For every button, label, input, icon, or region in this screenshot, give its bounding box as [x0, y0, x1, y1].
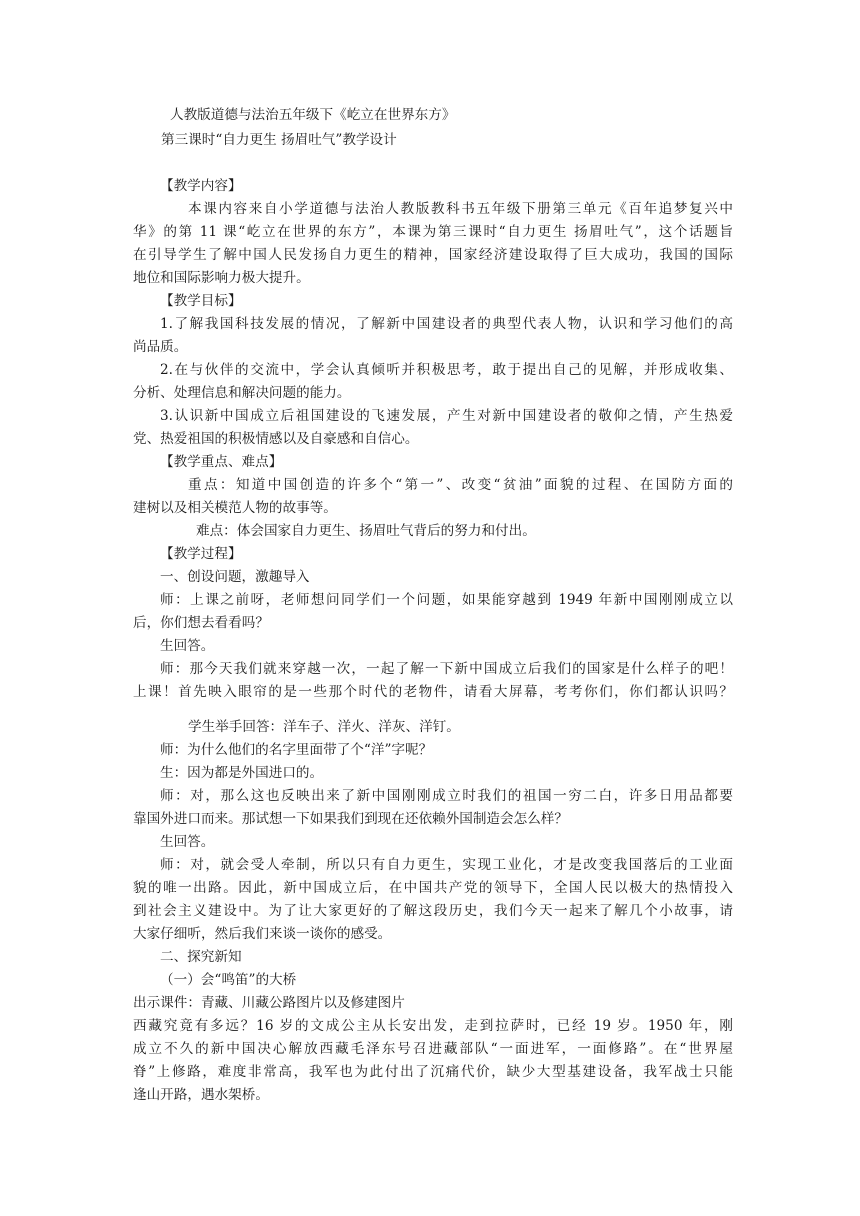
paragraph-line: 出示课件：青藏、川藏公路图片以及修建图片 [133, 995, 405, 1011]
paragraph-line: 党、热爱祖国的积极情感以及自豪感和自信心。 [133, 431, 419, 447]
paragraph-line: 后，你们想去看看吗？ [133, 615, 269, 631]
paragraph-line: 成立不久的新中国决心解放西藏毛泽东号召进藏部队“一面进军，一面修路”。在“世界屋 [133, 1041, 733, 1057]
paragraph-line: 大家仔细听，然后我们来谈一谈你的感受。 [133, 926, 392, 942]
paragraph-line: 华》的第 11 课“屹立在世界的东方”，本课为第三课时“自力更生 扬眉吐气”，这个话题旨 [133, 224, 733, 240]
section-heading: 【教学目标】 [160, 293, 242, 309]
paragraph-line: 本课内容来自小学道德与法治人教版教科书五年级下册第三单元《百年追梦复兴中 [188, 201, 733, 217]
paragraph-line: 在引导学生了解中国人民发扬自力更生的精神，国家经济建设取得了巨大成功，我国的国际 [133, 247, 733, 263]
paragraph-line: 重点：知道中国创造的许多个“第一”、改变“贫油”面貌的过程、在国防方面的 [188, 477, 733, 493]
paragraph-line: 建树以及相关模范人物的故事等。 [133, 500, 337, 516]
paragraph-line: 分析、处理信息和解决问题的能力。 [133, 385, 351, 401]
paragraph-line: 到社会主义建设中。为了让大家更好的了解这段历史，我们今天一起来了解几个小故事，请 [133, 903, 733, 919]
subsection-heading: （一）会“鸣笛”的大桥 [160, 972, 297, 988]
paragraph-line: 生回答。 [160, 638, 215, 654]
paragraph-line: 师：对，那么这也反映出来了新中国刚刚成立时我们的祖国一穷二白，许多日用品都要 [160, 788, 733, 804]
paragraph-line: 学生举手回答：洋车子、洋火、洋灰、洋钉。 [188, 719, 460, 735]
document-title: 人教版道德与法治五年级下《屹立在世界东方》 [170, 107, 456, 123]
paragraph-line: 生回答。 [160, 834, 215, 850]
subsection-heading: 一、创设问题，激趣导入 [160, 569, 310, 585]
paragraph-line: 师：那今天我们就来穿越一次，一起了解一下新中国成立后我们的国家是什么样子的吧！ [160, 661, 733, 677]
paragraph-line: 上课！首先映入眼帘的是一些那个时代的老物件，请看大屏幕，考考你们，你们都认识吗？ [133, 684, 733, 700]
paragraph-line: 生：因为都是外国进口的。 [160, 765, 324, 781]
section-heading: 【教学重点、难点】 [160, 454, 283, 470]
paragraph-line: 地位和国际影响力极大提升。 [133, 270, 310, 286]
paragraph-line: 师：对，就会受人牵制，所以只有自力更生，实现工业化，才是改变我国落后的工业面 [160, 857, 733, 873]
paragraph-line: 2.在与伙伴的交流中，学会认真倾听并积极思考，敢于提出自己的见解，并形成收集、 [160, 362, 733, 378]
paragraph-line: 脊”上修路，难度非常高，我军也为此付出了沉痛代价，缺少大型基建设备，我军战士只能 [133, 1064, 733, 1080]
section-heading: 【教学过程】 [160, 546, 242, 562]
paragraph-line: 难点：体会国家自力更生、扬眉吐气背后的努力和付出。 [196, 523, 536, 539]
paragraph-line: 师：上课之前呀，老师想问同学们一个问题，如果能穿越到 1949 年新中国刚刚成立以 [160, 592, 733, 608]
paragraph-line: 靠国外进口而来。那试想一下如果我们到现在还依赖外国制造会怎么样？ [133, 811, 568, 827]
paragraph-line: 师：为什么他们的名字里面带了个“洋”字呢？ [160, 742, 433, 758]
section-heading: 二、探究新知 [160, 949, 242, 965]
section-heading: 【教学内容】 [160, 178, 242, 194]
paragraph-line: 1.了解我国科技发展的情况，了解新中国建设者的典型代表人物，认识和学习他们的高 [160, 316, 733, 332]
document-subtitle: 第三课时“自力更生 扬眉吐气”教学设计 [161, 132, 397, 148]
paragraph-line: 逢山开路，遇水架桥。 [133, 1087, 269, 1103]
paragraph-line: 貌的唯一出路。因此，新中国成立后，在中国共产党的领导下，全国人民以极大的热情投入 [133, 880, 733, 896]
paragraph-line: 尚品质。 [133, 339, 188, 355]
paragraph-line: 3.认识新中国成立后祖国建设的飞速发展，产生对新中国建设者的敬仰之情，产生热爱 [160, 408, 733, 424]
paragraph-line: 西藏究竟有多远？16 岁的文成公主从长安出发，走到拉萨时，已经 19 岁。1950 年，刚 [133, 1018, 733, 1034]
